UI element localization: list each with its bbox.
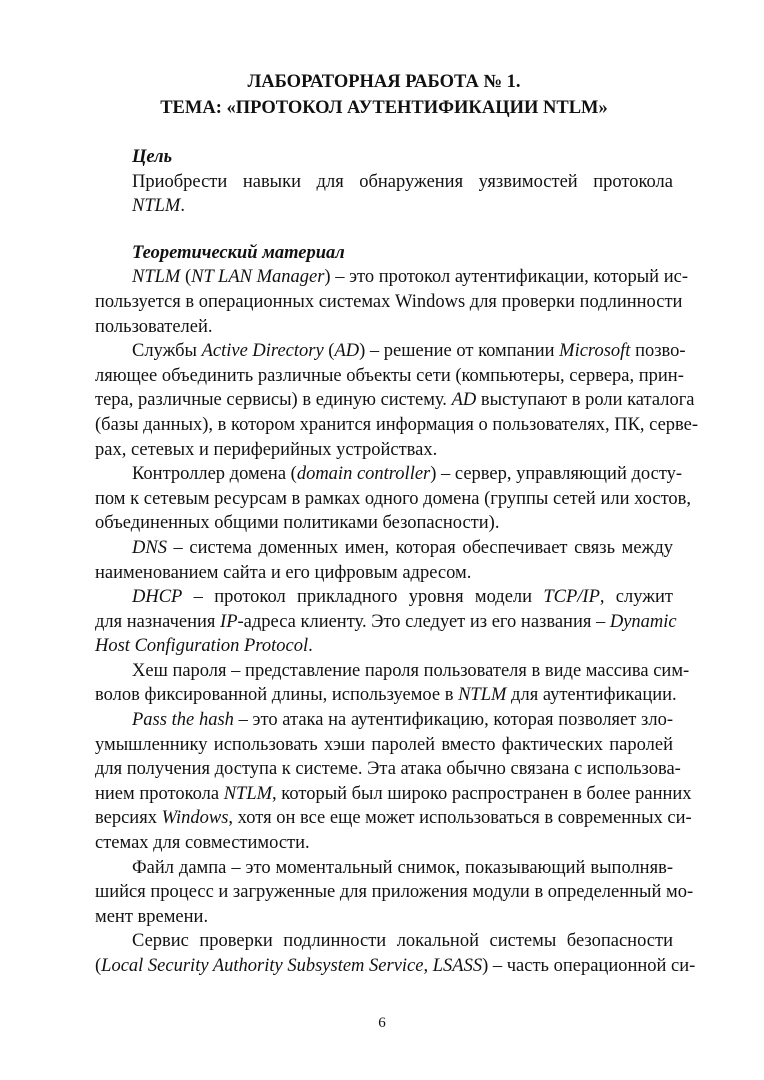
paragraph-domain-controller: Контроллер домена (domain controller) – сервер, управляющий досту- пом к сетевым ресурсам в рамках одного домена (группы сетей или хостов, объединенных общими политиками безопасности). (95, 464, 692, 534)
paragraph-ntlm: NTLM (NT LAN Manager) – это протокол аутентификации, который ис- пользуется в операционных системах Windows для проверки подлинности пользователей. (95, 267, 688, 337)
paragraph-active-directory: Службы Active Directory (AD) – решение от компании Microsoft позво- ляющее объединить различные объекты сети (компьютеры, сервера, прин- тера, различные сервисы) в единую систему. AD выступают в роли каталога (базы данных), в котором хранится информация о пользователях, ПК, серве- рах, сетевых и периферийных устройствах. (95, 341, 699, 460)
lab-title: ЛАБОРАТОРНАЯ РАБОТА № 1. (247, 72, 521, 92)
goal-heading: Цель (132, 147, 173, 167)
paragraph-dns: DNS – система доменных имен, которая обеспечивает связь между наименованием сайта и его цифровым адресом. (95, 537, 673, 583)
paragraph-pass-the-hash: Pass the hash – это атака на аутентификацию, которая позволяет зло- умышленнику использовать хэши паролей вместо фактических паролей для получения доступа к системе. Эта атака обычно связана с использова- нием протокола NTLM, который был широко распространен в более ранних версиях Windows, хотя он все еще может использоваться в современных си- стемах для совместимости. (95, 710, 692, 854)
paragraph-password-hash: Хеш пароля – представление пароля пользователя в виде массива сим- волов фиксированной длины, используемое в NTLM для аутентификации. (95, 660, 690, 706)
goal-text: Приобрести навыки для обнаружения уязвимостей протокола NTLM. (132, 171, 673, 217)
paragraph-dhcp: DHCP – протокол прикладного уровня модели TCP/IP, служит для назначения IP-адреса клиенту. Это следует из его названия – Dynamic Host Configuration Protocol. (95, 587, 677, 657)
theory-heading: Теоретический материал (132, 242, 345, 263)
page-number: 6 (378, 1015, 386, 1031)
paragraph-lsass: Сервис проверки подлинности локальной системы безопасности (Local Security Authority Subsystem Service, LSASS) – часть операционной си- (95, 931, 696, 976)
lab-topic: ТЕМА: «ПРОТОКОЛ АУТЕНТИФИКАЦИИ NTLM» (160, 98, 608, 118)
page-body (95, 145, 699, 979)
paragraph-dump-file: Файл дампа – это моментальный снимок, показывающий выполняв- шийся процесс и загруженные для приложения модули в определенный мо- мент времени. (95, 857, 694, 927)
